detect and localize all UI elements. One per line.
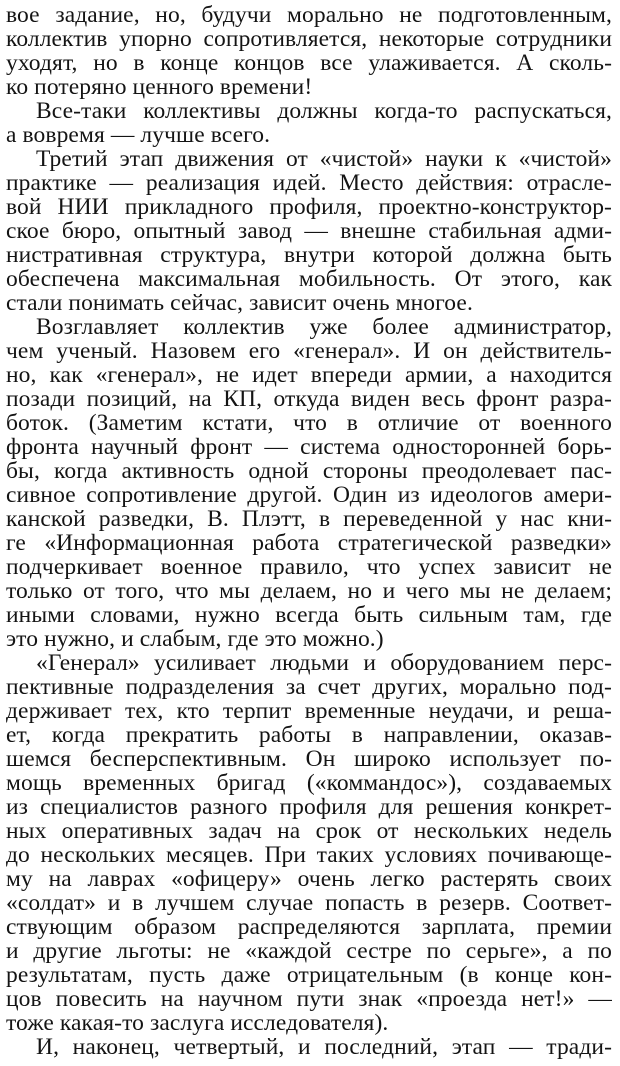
text-line: Третий этап движения от «чистой» науки к «чистой»: [36, 146, 612, 172]
text-line: из специалистов разного профиля для решения конкрет-: [6, 794, 612, 820]
text-line: держивает тех, кто терпит временные неудачи, и реша-: [6, 698, 612, 724]
text-line: это нужно, и слабым, где это можно.): [6, 626, 384, 652]
text-line: Возглавляет коллектив уже более администратор,: [36, 314, 612, 340]
text-line: до нескольких месяцев. При таких условиях почивающе-: [6, 842, 612, 868]
text-line: подчеркивает военное правило, что успех зависит не: [6, 554, 612, 580]
text-line: тоже какая-то заслуга исследователя).: [6, 1010, 389, 1036]
text-line: сивное сопротивление другой. Один из идеологов амери-: [6, 482, 612, 508]
text-line: позади позиций, на КП, откуда виден весь фронт разра-: [6, 386, 612, 412]
text-line: иными словами, нужно всегда быть сильным там, где: [6, 602, 612, 628]
text-line: и другие льготы: не «каждой сестре по серьге», а по: [6, 938, 612, 964]
text-line: ет, когда прекратить работы в направлении, оказав-: [6, 722, 612, 748]
text-line: пективные подразделения за счет других, морально под-: [6, 674, 612, 700]
text-line: ко потеряно ценного времени!: [6, 74, 313, 100]
text-line: боток. (Заметим кстати, что в отличие от военного: [6, 410, 612, 436]
text-line: Все-таки коллективы должны когда-то распускаться,: [36, 98, 612, 124]
text-line: бы, когда активность одной стороны преодолевает пас-: [6, 458, 612, 484]
text-line: вое задание, но, будучи морально не подготовленным,: [6, 2, 612, 28]
text-line: ское бюро, опытный завод — внешне стабильная адми-: [6, 218, 612, 244]
text-line: практике — реализация идей. Место действия: отрасле-: [6, 170, 612, 196]
text-line: фронта научный фронт — система односторонней борь-: [6, 434, 612, 460]
text-line: но, как «генерал», не идет впереди армии, а находится: [6, 362, 612, 388]
text-line: шемся бесперспективным. Он широко использует по-: [6, 746, 612, 772]
text-line: коллектив упорно сопротивляется, некоторые сотрудники: [6, 26, 612, 52]
text-line: ствующим образом распределяются зарплата, премии: [6, 914, 612, 940]
text-line: канской разведки, В. Плэтт, в переведенной у нас кни-: [6, 506, 612, 532]
text-line: чем ученый. Назовем его «генерал». И он действитель-: [6, 338, 612, 364]
text-line: вой НИИ прикладного профиля, проектно-конструктор-: [6, 194, 612, 220]
text-line: а вовремя — лучше всего.: [6, 122, 271, 148]
text-line: уходят, но в конце концов все улаживается. А сколь-: [6, 50, 612, 76]
text-line: мощь временных бригад («коммандос»), создаваемых: [6, 770, 612, 796]
text-line: цов повесить на научном пути знак «проезда нет!» —: [6, 986, 612, 1012]
text-line: нистративная структура, внутри которой должна быть: [6, 242, 612, 268]
text-line: стали понимать сейчас, зависит очень многое.: [6, 290, 473, 316]
text-line: И, наконец, четвертый, и последний, этап — тради-: [36, 1034, 612, 1060]
text-line: «солдат» и в лучшем случае попасть в резерв. Соответ-: [6, 890, 612, 916]
text-line: обеспечена максимальная мобильность. От этого, как: [6, 266, 612, 292]
text-line: ге «Информационная работа стратегической разведки»: [6, 530, 612, 556]
text-line: му на лаврах «офицеру» очень легко растерять своих: [6, 866, 612, 892]
text-line: только от того, что мы делаем, но и чего мы не делаем;: [6, 578, 612, 604]
text-line: ных оперативных задач на срок от нескольких недель: [6, 818, 612, 844]
text-line: «Генерал» усиливает людьми и оборудованием перс-: [36, 650, 612, 676]
text-line: результатам, пусть даже отрицательным (в конце кон-: [6, 962, 612, 988]
